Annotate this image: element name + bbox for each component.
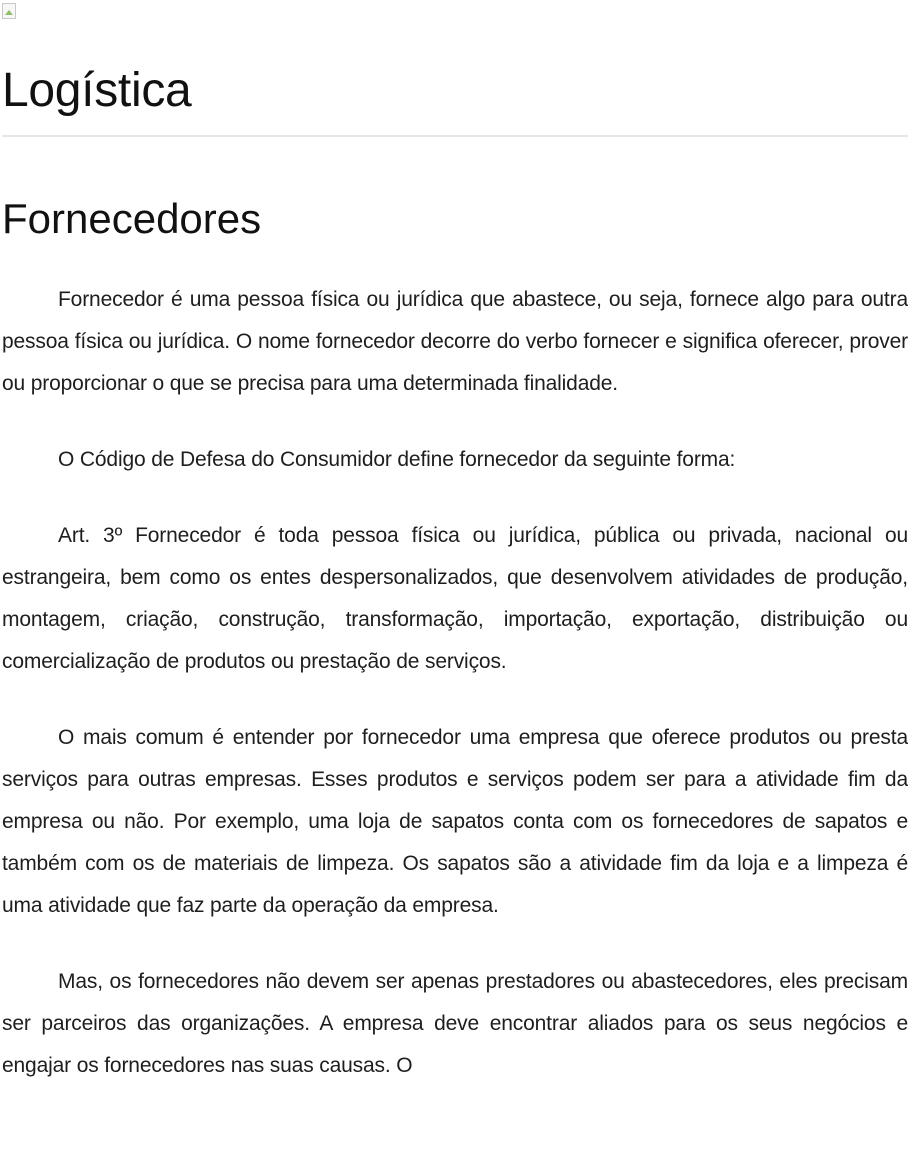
broken-image-glyph <box>5 10 13 15</box>
article-body <box>2 279 908 1121</box>
paragraph-art-3: Art. 3º Fornecedor é toda pessoa física ou jurídica, pública ou privada, nacional ou estrangeira, bem como os entes despersonalizados, que desenvolvem atividades de produção, montagem, criação, construção, transformação, importação, exportação, distribuição ou comercialização de produtos ou prestação de serviços. <box>2 524 908 673</box>
paragraph-definition: Fornecedor é uma pessoa física ou jurídica que abastece, ou seja, fornece algo para outra pessoa física ou jurídica. O nome fornecedor decorre do verbo fornecer e significa oferecer, prover ou proporcionar o que se precisa para uma determinada finalidade. <box>2 288 908 395</box>
paragraph-partners: Mas, os fornecedores não devem ser apenas prestadores ou abastecedores, eles precisam ser parceiros das organizações. A empresa deve encontrar aliados para os seus negócios e engajar os fornecedores nas suas causas. O <box>2 970 908 1077</box>
title-divider <box>2 135 908 137</box>
page-title: Logística <box>2 64 192 117</box>
paragraph-cdc-intro: O Código de Defesa do Consumidor define fornecedor da seguinte forma: <box>58 448 736 471</box>
section-title: Fornecedores <box>2 195 262 242</box>
broken-image-icon <box>0 0 28 28</box>
paragraph-common-usage: O mais comum é entender por fornecedor uma empresa que oferece produtos ou presta serviços para outras empresas. Esses produtos e serviços podem ser para a atividade fim da empresa ou não. Por exemplo, uma loja de sapatos conta com os fornecedores de sapatos e também com os de materiais de limpeza. Os sapatos são a atividade fim da loja e a limpeza é uma atividade que faz parte da operação da empresa. <box>2 726 908 917</box>
